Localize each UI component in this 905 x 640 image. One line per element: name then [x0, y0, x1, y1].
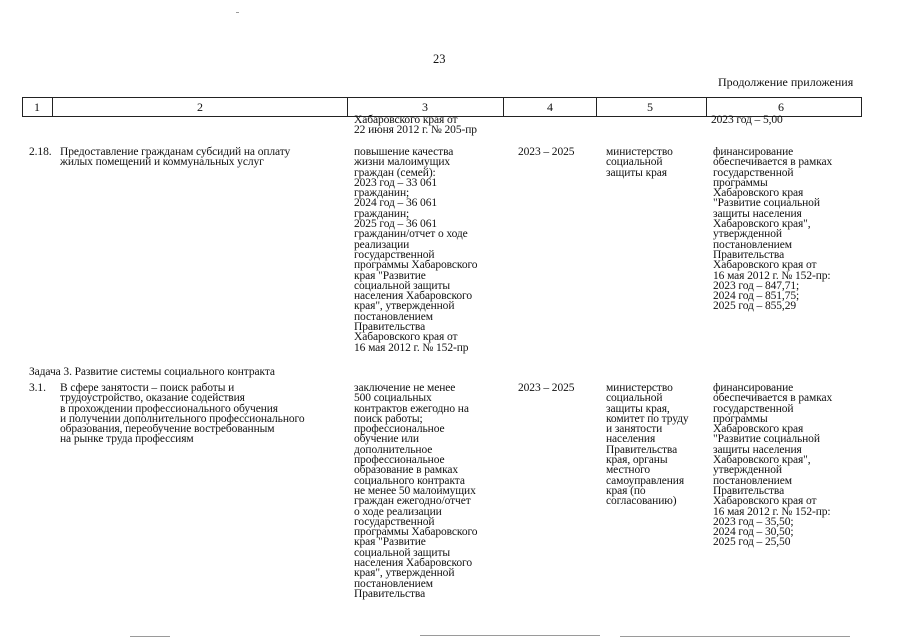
task-heading: Задача 3. Развитие системы социального контракта: [29, 366, 275, 378]
row-period: 2023 – 2025: [518, 146, 575, 158]
scan-noise: [130, 636, 170, 637]
carryover-financing: 2023 год – 5,00: [711, 114, 783, 126]
col-divider: [22, 97, 23, 117]
scan-mark: [236, 12, 239, 13]
col-divider: [503, 97, 504, 117]
header-col-6: 6: [778, 100, 784, 114]
row-financing: финансирование обеспечивается в рамках государственной программы Хабаровского края "Развитие социальной защиты населения Хабаровского края", утвержденной постановлением Правительства Хабаровского края от 16 мая 2012 г. № 152-пр: 2023 год – 847,71; 2024 год – 851,75; 2025 год – 855,29: [713, 146, 833, 313]
col-divider: [347, 97, 348, 117]
row-executor: министерство социальной защиты края, комитет по труду и занятости населения Правительства края, органы местного самоуправления края (по согласованию): [606, 382, 689, 508]
page-number: 23: [433, 52, 446, 66]
row-period: 2023 – 2025: [518, 382, 575, 394]
row-result: заключение не менее 500 социальных контрактов ежегодно на поиск работы; профессиональное обучение или дополнительное профессиональное образование в рамках социального контракта не менее 50 малоимущих граждан ежегодно/отчет о ходе реализации государственной программы Хабаровского края "Развитие социальной защиты населения Хабаровского края", утвержденной постановлением Правительства: [354, 382, 478, 600]
row-executor: министерство социальной защиты края: [606, 146, 673, 179]
row-action: Предоставление гражданам субсидий на оплату жилых помещений и коммунальных услуг: [60, 146, 291, 169]
header-col-5: 5: [647, 100, 653, 114]
row-result: повышение качества жизни малоимущих граждан (семей): 2023 год – 33 061 гражданин; 2024 год – 36 061 гражданин; 2025 год – 36 061 гражданин/отчет о ходе реализации государственной программы Хабаровского края "Развитие социальной защиты населения Хабаровского края", утвержденной постановлением Правительства Хабаровского края от 16 мая 2012 г. № 152-пр: [354, 146, 478, 354]
scan-noise: [620, 636, 850, 637]
row-action: В сфере занятости – поиск работы и трудоустройство, оказание содействия в прохождении профессионального обучения и получении дополнительного профессионального образования, переобучение востребованным на рынке труда профессиям: [60, 382, 305, 446]
col-divider: [706, 97, 707, 117]
row-number: 3.1.: [29, 382, 46, 394]
header-col-2: 2: [197, 100, 203, 114]
header-col-3: 3: [422, 100, 428, 114]
header-col-1: 1: [34, 100, 40, 114]
continuation-label: Продолжение приложения: [718, 75, 854, 89]
row-financing: финансирование обеспечивается в рамках государственной программы Хабаровского края "Развитие социальной защиты населения Хабаровского края", утвержденной постановлением Правительства Хабаровского края от 16 мая 2012 г. № 152-пр: 2023 год – 35,50; 2024 год – 30,50; 2025 год – 25,50: [713, 382, 833, 549]
col-divider: [596, 97, 597, 117]
header-col-4: 4: [547, 100, 553, 114]
col-divider: [52, 97, 53, 117]
header-top-rule: [22, 97, 862, 98]
scan-noise: [420, 635, 600, 636]
col-divider: [861, 97, 862, 117]
carryover-result: Хабаровского края от 22 июня 2012 г. № 205-пр: [354, 114, 477, 137]
row-number: 2.18.: [29, 146, 52, 158]
